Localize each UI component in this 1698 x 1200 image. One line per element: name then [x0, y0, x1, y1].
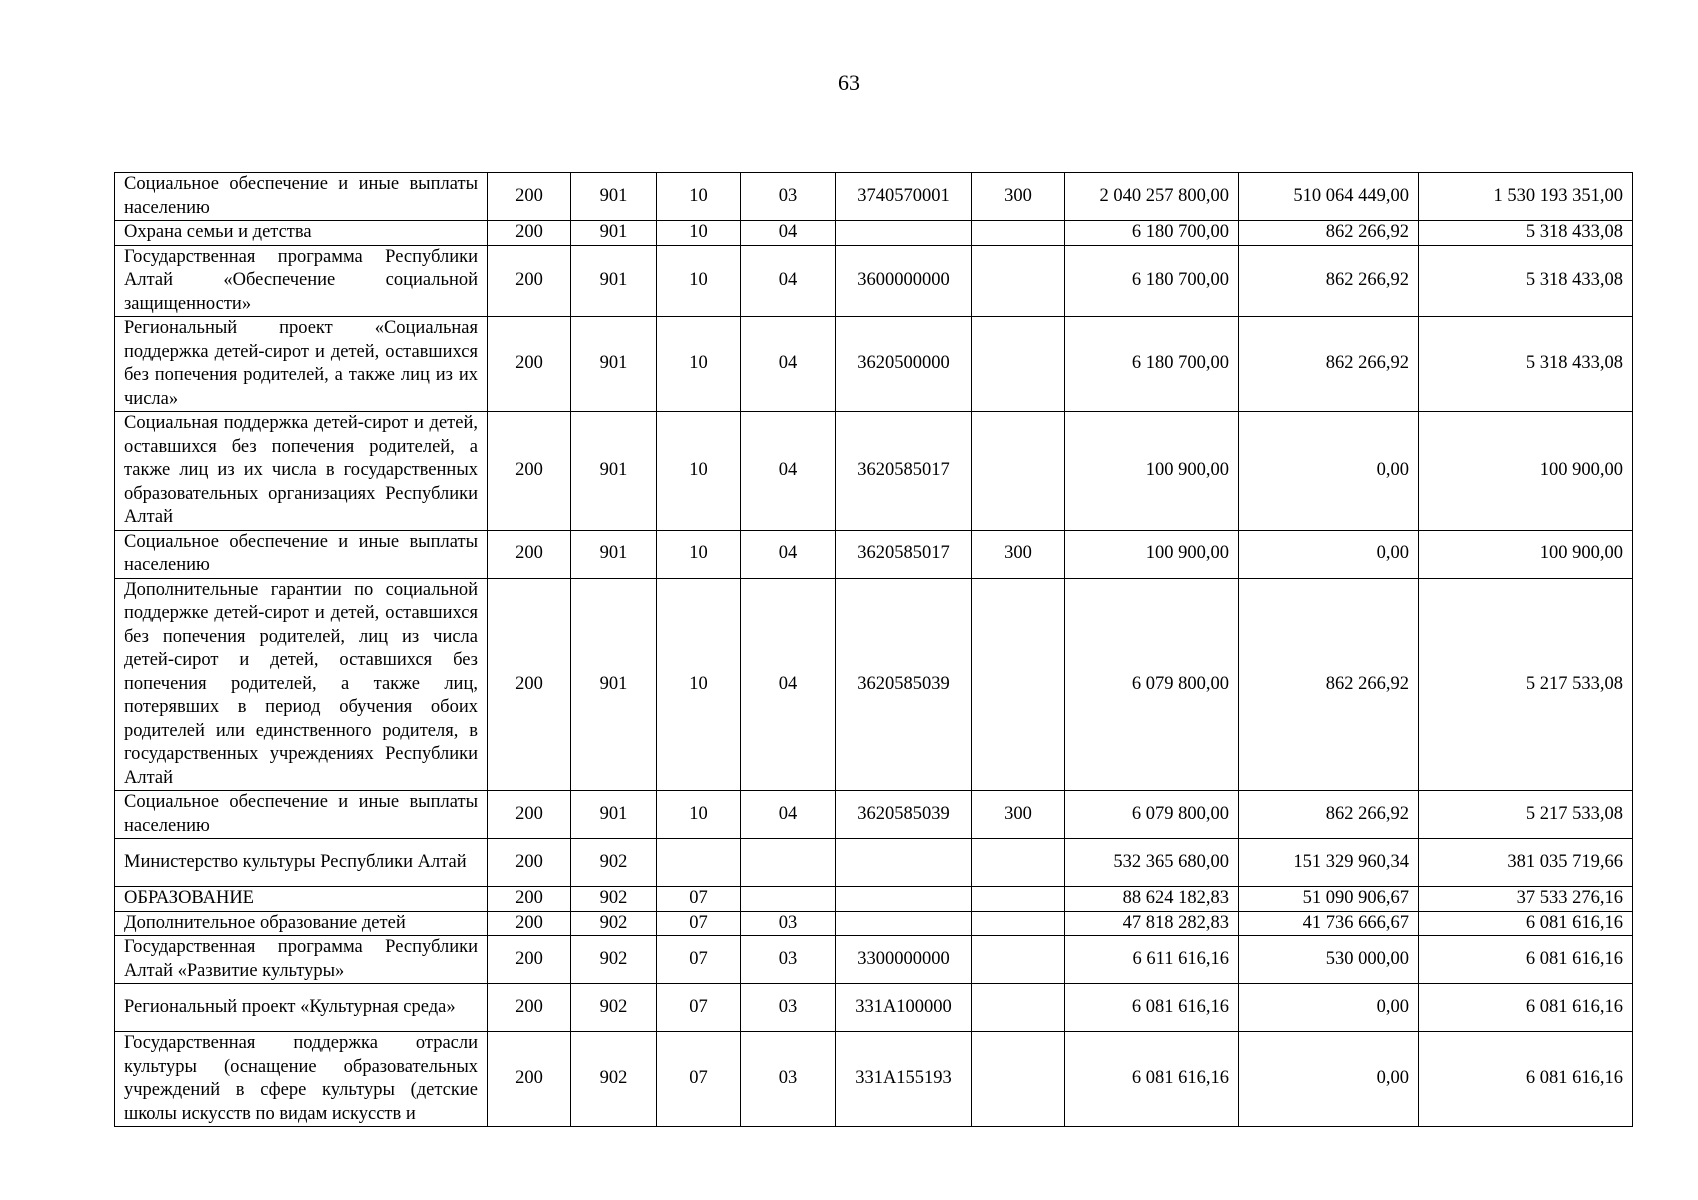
- code-target: 3620585017: [836, 530, 972, 578]
- code-section: [657, 839, 741, 887]
- code-section: 07: [657, 887, 741, 912]
- code-ved: 200: [488, 839, 571, 887]
- amount-remaining: 37 533 276,16: [1419, 887, 1633, 912]
- code-ved: 200: [488, 221, 571, 246]
- amount-approved: 6 180 700,00: [1065, 245, 1239, 317]
- amount-remaining: 5 318 433,08: [1419, 317, 1633, 412]
- code-ved: 200: [488, 791, 571, 839]
- row-name: Министерство культуры Республики Алтай: [115, 839, 488, 887]
- code-target: [836, 839, 972, 887]
- row-name: Региональный проект «Культурная среда»: [115, 984, 488, 1032]
- row-name: Государственная программа Республики Алтай «Развитие культуры»: [115, 936, 488, 984]
- code-ved: 200: [488, 578, 571, 791]
- amount-approved: 88 624 182,83: [1065, 887, 1239, 912]
- table-row: [115, 173, 1633, 221]
- amount-executed: 862 266,92: [1239, 245, 1419, 317]
- code-target: 3740570001: [836, 173, 972, 221]
- amount-executed: 151 329 960,34: [1239, 839, 1419, 887]
- amount-executed: 51 090 906,67: [1239, 887, 1419, 912]
- row-name: Социальное обеспечение и иные выплаты населению: [115, 791, 488, 839]
- table-row: [115, 1032, 1633, 1127]
- amount-approved: 6 081 616,16: [1065, 984, 1239, 1032]
- table-row: [115, 578, 1633, 791]
- code-subsection: 03: [741, 173, 836, 221]
- amount-executed: 0,00: [1239, 412, 1419, 531]
- amount-remaining: 100 900,00: [1419, 530, 1633, 578]
- code-subsection: [741, 839, 836, 887]
- code-grbs: 902: [571, 839, 657, 887]
- code-expense-type: [972, 887, 1065, 912]
- code-ved: 200: [488, 412, 571, 531]
- row-name: Региональный проект «Социальная поддержка детей-сирот и детей, оставшихся без попечения родителей, а также лиц из их числа»: [115, 317, 488, 412]
- amount-executed: 862 266,92: [1239, 317, 1419, 412]
- amount-remaining: 381 035 719,66: [1419, 839, 1633, 887]
- amount-executed: 510 064 449,00: [1239, 173, 1419, 221]
- code-section: 10: [657, 317, 741, 412]
- code-target: 3620585039: [836, 578, 972, 791]
- table-row: [115, 317, 1633, 412]
- table-row: [115, 221, 1633, 246]
- amount-approved: 100 900,00: [1065, 530, 1239, 578]
- amount-approved: 6 611 616,16: [1065, 936, 1239, 984]
- amount-executed: 41 736 666,67: [1239, 911, 1419, 936]
- code-section: 10: [657, 578, 741, 791]
- code-ved: 200: [488, 911, 571, 936]
- code-grbs: 901: [571, 412, 657, 531]
- code-target: 3300000000: [836, 936, 972, 984]
- table-row: [115, 530, 1633, 578]
- code-subsection: 04: [741, 317, 836, 412]
- code-subsection: 03: [741, 911, 836, 936]
- row-name: ОБРАЗОВАНИЕ: [115, 887, 488, 912]
- amount-executed: 0,00: [1239, 1032, 1419, 1127]
- code-section: 10: [657, 245, 741, 317]
- code-ved: 200: [488, 887, 571, 912]
- amount-approved: 6 079 800,00: [1065, 578, 1239, 791]
- code-expense-type: 300: [972, 173, 1065, 221]
- code-expense-type: [972, 578, 1065, 791]
- amount-remaining: 5 318 433,08: [1419, 221, 1633, 246]
- code-target: 331A155193: [836, 1032, 972, 1127]
- code-ved: 200: [488, 245, 571, 317]
- code-grbs: 902: [571, 887, 657, 912]
- code-ved: 200: [488, 936, 571, 984]
- amount-remaining: 6 081 616,16: [1419, 984, 1633, 1032]
- code-expense-type: 300: [972, 791, 1065, 839]
- code-section: 07: [657, 936, 741, 984]
- amount-approved: 6 079 800,00: [1065, 791, 1239, 839]
- page-number: 63: [838, 70, 860, 95]
- code-grbs: 902: [571, 984, 657, 1032]
- code-expense-type: [972, 245, 1065, 317]
- code-ved: 200: [488, 317, 571, 412]
- code-target: 3620585039: [836, 791, 972, 839]
- code-target: [836, 911, 972, 936]
- amount-remaining: 6 081 616,16: [1419, 936, 1633, 984]
- code-expense-type: [972, 317, 1065, 412]
- code-grbs: 901: [571, 578, 657, 791]
- table-row: [115, 791, 1633, 839]
- table-row: [115, 887, 1633, 912]
- row-name: Дополнительные гарантии по социальной поддержке детей-сирот и детей, оставшихся без попечения родителей, лиц из числа детей-сирот и детей, оставшихся без попечения родителей, а также лиц, потерявших в период обучения обоих родителей или единственного родителя, в государственных учреждениях Республики Алтай: [115, 578, 488, 791]
- amount-approved: 6 180 700,00: [1065, 221, 1239, 246]
- amount-approved: 47 818 282,83: [1065, 911, 1239, 936]
- amount-remaining: 1 530 193 351,00: [1419, 173, 1633, 221]
- code-target: [836, 221, 972, 246]
- code-grbs: 901: [571, 791, 657, 839]
- code-section: 07: [657, 1032, 741, 1127]
- code-expense-type: [972, 1032, 1065, 1127]
- amount-approved: 6 180 700,00: [1065, 317, 1239, 412]
- amount-remaining: 6 081 616,16: [1419, 1032, 1633, 1127]
- code-ved: 200: [488, 173, 571, 221]
- code-target: 331A100000: [836, 984, 972, 1032]
- code-expense-type: [972, 839, 1065, 887]
- code-target: [836, 887, 972, 912]
- code-subsection: 04: [741, 221, 836, 246]
- amount-executed: 862 266,92: [1239, 791, 1419, 839]
- code-section: 10: [657, 412, 741, 531]
- code-grbs: 901: [571, 245, 657, 317]
- code-grbs: 902: [571, 911, 657, 936]
- code-section: 10: [657, 530, 741, 578]
- code-expense-type: [972, 984, 1065, 1032]
- amount-approved: 100 900,00: [1065, 412, 1239, 531]
- amount-executed: 0,00: [1239, 984, 1419, 1032]
- code-section: 07: [657, 911, 741, 936]
- code-grbs: 901: [571, 221, 657, 246]
- code-expense-type: [972, 221, 1065, 246]
- amount-executed: 862 266,92: [1239, 578, 1419, 791]
- amount-approved: 532 365 680,00: [1065, 839, 1239, 887]
- amount-executed: 0,00: [1239, 530, 1419, 578]
- row-name: Социальное обеспечение и иные выплаты населению: [115, 173, 488, 221]
- table-row: [115, 936, 1633, 984]
- code-section: 10: [657, 221, 741, 246]
- code-target: 3600000000: [836, 245, 972, 317]
- row-name: Социальное обеспечение и иные выплаты населению: [115, 530, 488, 578]
- table-row: [115, 245, 1633, 317]
- row-name: Государственная поддержка отрасли культуры (оснащение образовательных учреждений в сфере культуры (детские школы искусств по видам искусств и: [115, 1032, 488, 1127]
- amount-remaining: 5 217 533,08: [1419, 578, 1633, 791]
- row-name: Государственная программа Республики Алтай «Обеспечение социальной защищенности»: [115, 245, 488, 317]
- code-expense-type: [972, 412, 1065, 531]
- amount-approved: 2 040 257 800,00: [1065, 173, 1239, 221]
- code-section: 07: [657, 984, 741, 1032]
- budget-table: [114, 172, 1633, 1127]
- amount-remaining: 5 217 533,08: [1419, 791, 1633, 839]
- code-grbs: 901: [571, 317, 657, 412]
- code-subsection: 03: [741, 1032, 836, 1127]
- code-grbs: 901: [571, 173, 657, 221]
- amount-remaining: 5 318 433,08: [1419, 245, 1633, 317]
- amount-executed: 862 266,92: [1239, 221, 1419, 246]
- code-subsection: 04: [741, 245, 836, 317]
- table-row: [115, 412, 1633, 531]
- code-subsection: 03: [741, 936, 836, 984]
- amount-remaining: 6 081 616,16: [1419, 911, 1633, 936]
- code-section: 10: [657, 173, 741, 221]
- code-subsection: 04: [741, 412, 836, 531]
- table-row: [115, 984, 1633, 1032]
- code-ved: 200: [488, 530, 571, 578]
- row-name: Дополнительное образование детей: [115, 911, 488, 936]
- table-row: [115, 911, 1633, 936]
- amount-executed: 530 000,00: [1239, 936, 1419, 984]
- code-ved: 200: [488, 1032, 571, 1127]
- code-grbs: 902: [571, 1032, 657, 1127]
- code-target: 3620585017: [836, 412, 972, 531]
- table-row: [115, 839, 1633, 887]
- amount-remaining: 100 900,00: [1419, 412, 1633, 531]
- code-subsection: 03: [741, 984, 836, 1032]
- amount-approved: 6 081 616,16: [1065, 1032, 1239, 1127]
- row-name: Охрана семьи и детства: [115, 221, 488, 246]
- code-expense-type: 300: [972, 530, 1065, 578]
- code-section: 10: [657, 791, 741, 839]
- code-target: 3620500000: [836, 317, 972, 412]
- code-subsection: 04: [741, 791, 836, 839]
- code-subsection: 04: [741, 530, 836, 578]
- code-grbs: 902: [571, 936, 657, 984]
- code-subsection: 04: [741, 578, 836, 791]
- code-expense-type: [972, 936, 1065, 984]
- code-ved: 200: [488, 984, 571, 1032]
- row-name: Социальная поддержка детей-сирот и детей, оставшихся без попечения родителей, а также лиц из их числа в государственных образовательных организациях Республики Алтай: [115, 412, 488, 531]
- code-subsection: [741, 887, 836, 912]
- code-grbs: 901: [571, 530, 657, 578]
- code-expense-type: [972, 911, 1065, 936]
